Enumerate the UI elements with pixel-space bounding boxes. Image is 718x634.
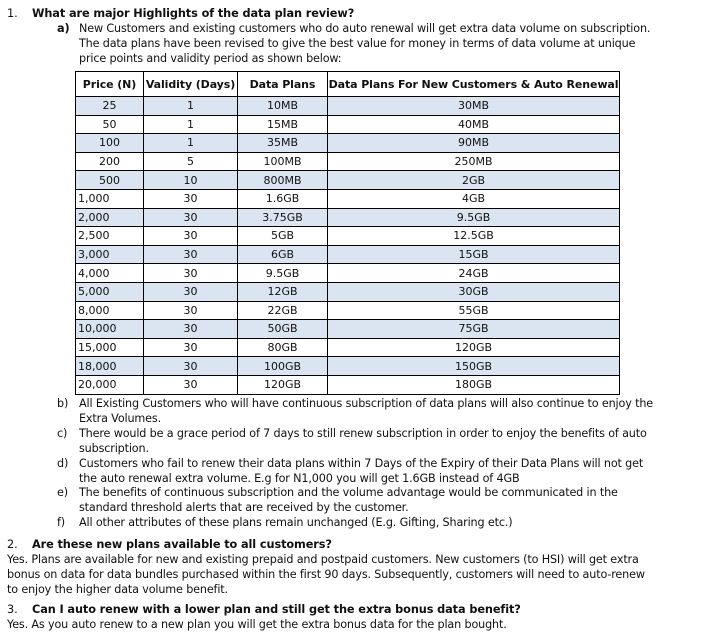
- cell-validity: 1: [144, 134, 238, 153]
- q2-number: 2.: [7, 538, 18, 551]
- cell-data-plan: 5GB: [238, 227, 328, 246]
- cell-price: 50: [76, 115, 144, 134]
- table-row: [76, 189, 620, 208]
- q1-a-line1: New Customers and existing customers who do auto renewal will get extra data volume on subscription.: [79, 22, 651, 35]
- q1-b-line1: All Existing Customers who will have continuous subscription of data plans will also continue to enjoy the: [79, 397, 653, 410]
- cell-price: 25: [76, 97, 144, 116]
- cell-new-customer-plan: 55GB: [328, 301, 620, 320]
- q1-f-line1: All other attributes of these plans remain unchanged (E.g. Gifting, Sharing etc.): [79, 516, 513, 529]
- cell-new-customer-plan: 2GB: [328, 171, 620, 190]
- cell-validity: 30: [144, 301, 238, 320]
- cell-data-plan: 80GB: [238, 338, 328, 357]
- q2-title: Are these new plans available to all customers?: [32, 538, 332, 551]
- cell-new-customer-plan: 30MB: [328, 97, 620, 116]
- table-row: [76, 245, 620, 264]
- header-price: Price (N): [76, 72, 144, 97]
- table-row: [76, 301, 620, 320]
- table-row: [76, 171, 620, 190]
- cell-price: 100: [76, 134, 144, 153]
- cell-data-plan: 100MB: [238, 152, 328, 171]
- cell-price: 20,000: [76, 375, 144, 394]
- cell-data-plan: 3.75GB: [238, 208, 328, 227]
- q1-b-label: b): [57, 397, 69, 410]
- q2-line3: to enjoy the higher data volume benefit.: [7, 583, 228, 596]
- q1-a-label: a): [57, 22, 70, 35]
- q1-f-label: f): [57, 516, 66, 529]
- cell-data-plan: 15MB: [238, 115, 328, 134]
- q1-a-line2: The data plans have been revised to give the best value for money in terms of data volume at unique: [79, 37, 636, 50]
- table-row: [76, 227, 620, 246]
- cell-new-customer-plan: 4GB: [328, 189, 620, 208]
- q1-number: 1.: [7, 7, 18, 20]
- table-row: [76, 357, 620, 376]
- cell-new-customer-plan: 150GB: [328, 357, 620, 376]
- table-header-row: [76, 72, 620, 97]
- cell-data-plan: 12GB: [238, 282, 328, 301]
- header-new-customers-auto-renewal: Data Plans For New Customers & Auto Renewal: [328, 72, 620, 97]
- cell-data-plan: 1.6GB: [238, 189, 328, 208]
- cell-validity: 30: [144, 264, 238, 283]
- cell-validity: 30: [144, 245, 238, 264]
- table-row: [76, 282, 620, 301]
- cell-new-customer-plan: 180GB: [328, 375, 620, 394]
- cell-new-customer-plan: 90MB: [328, 134, 620, 153]
- table-row: [76, 208, 620, 227]
- cell-validity: 30: [144, 320, 238, 339]
- q1-e-label: e): [57, 486, 68, 499]
- cell-validity: 1: [144, 115, 238, 134]
- cell-price: 4,000: [76, 264, 144, 283]
- cell-price: 5,000: [76, 282, 144, 301]
- table-row: [76, 338, 620, 357]
- q1-d-line1: Customers who fail to renew their data plans within 7 Days of the Expiry of their Data Plans will not get: [79, 457, 644, 470]
- table-row: [76, 97, 620, 116]
- cell-validity: 30: [144, 338, 238, 357]
- cell-price: 200: [76, 152, 144, 171]
- q2-line1: Yes. Plans are available for new and existing prepaid and postpaid customers. New customers (to HSI) will get extra: [7, 553, 639, 566]
- cell-new-customer-plan: 75GB: [328, 320, 620, 339]
- cell-data-plan: 120GB: [238, 375, 328, 394]
- q3-number: 3.: [7, 603, 18, 616]
- cell-price: 2,500: [76, 227, 144, 246]
- cell-data-plan: 100GB: [238, 357, 328, 376]
- q2-line2: bonus on data for data bundles purchased within the first 90 days. Subsequently, customers will need to auto-renew: [7, 568, 645, 581]
- header-validity: Validity (Days): [144, 72, 238, 97]
- cell-price: 2,000: [76, 208, 144, 227]
- cell-price: 8,000: [76, 301, 144, 320]
- q3-title: Can I auto renew with a lower plan and still get the extra bonus data benefit?: [32, 603, 521, 616]
- cell-new-customer-plan: 15GB: [328, 245, 620, 264]
- cell-data-plan: 6GB: [238, 245, 328, 264]
- cell-new-customer-plan: 9.5GB: [328, 208, 620, 227]
- table-row: [76, 375, 620, 394]
- cell-validity: 30: [144, 375, 238, 394]
- cell-price: 18,000: [76, 357, 144, 376]
- cell-new-customer-plan: 40MB: [328, 115, 620, 134]
- cell-price: 3,000: [76, 245, 144, 264]
- cell-validity: 1: [144, 97, 238, 116]
- q1-d-label: d): [57, 457, 69, 470]
- q1-d-line2: the auto renewal extra volume. E.g for N1,000 you will get 1.6GB instead of 4GB: [79, 472, 520, 485]
- cell-data-plan: 35MB: [238, 134, 328, 153]
- q1-e-line1: The benefits of continuous subscription and the volume advantage would be communicated in the: [79, 486, 618, 499]
- q1-a-line3: price points and validity period as shown below:: [79, 52, 342, 65]
- q3-line1: Yes. As you auto renew to a new plan you will get the extra bonus data for the plan bought.: [7, 618, 507, 631]
- q1-c-label: c): [57, 427, 68, 440]
- cell-data-plan: 22GB: [238, 301, 328, 320]
- table-row: [76, 115, 620, 134]
- cell-data-plan: 9.5GB: [238, 264, 328, 283]
- cell-validity: 30: [144, 189, 238, 208]
- data-plan-table: [75, 71, 620, 395]
- cell-new-customer-plan: 12.5GB: [328, 227, 620, 246]
- cell-data-plan: 10MB: [238, 97, 328, 116]
- cell-new-customer-plan: 250MB: [328, 152, 620, 171]
- cell-price: 500: [76, 171, 144, 190]
- q1-e-line2: standard threshold alerts that are received by the customer.: [79, 501, 409, 514]
- table-row: [76, 134, 620, 153]
- q1-title: What are major Highlights of the data plan review?: [32, 7, 355, 20]
- cell-price: 1,000: [76, 189, 144, 208]
- cell-validity: 30: [144, 208, 238, 227]
- q1-c-line1: There would be a grace period of 7 days to still renew subscription in order to enjoy the benefits of auto: [79, 427, 647, 440]
- table-row: [76, 152, 620, 171]
- cell-validity: 30: [144, 357, 238, 376]
- cell-validity: 30: [144, 227, 238, 246]
- cell-validity: 5: [144, 152, 238, 171]
- table-row: [76, 264, 620, 283]
- cell-validity: 10: [144, 171, 238, 190]
- header-data-plans: Data Plans: [238, 72, 328, 97]
- cell-data-plan: 800MB: [238, 171, 328, 190]
- q1-b-line2: Extra Volumes.: [79, 412, 161, 425]
- cell-price: 10,000: [76, 320, 144, 339]
- cell-validity: 30: [144, 282, 238, 301]
- cell-price: 15,000: [76, 338, 144, 357]
- q1-c-line2: subscription.: [79, 442, 149, 455]
- cell-new-customer-plan: 120GB: [328, 338, 620, 357]
- cell-new-customer-plan: 24GB: [328, 264, 620, 283]
- table-row: [76, 320, 620, 339]
- cell-data-plan: 50GB: [238, 320, 328, 339]
- cell-new-customer-plan: 30GB: [328, 282, 620, 301]
